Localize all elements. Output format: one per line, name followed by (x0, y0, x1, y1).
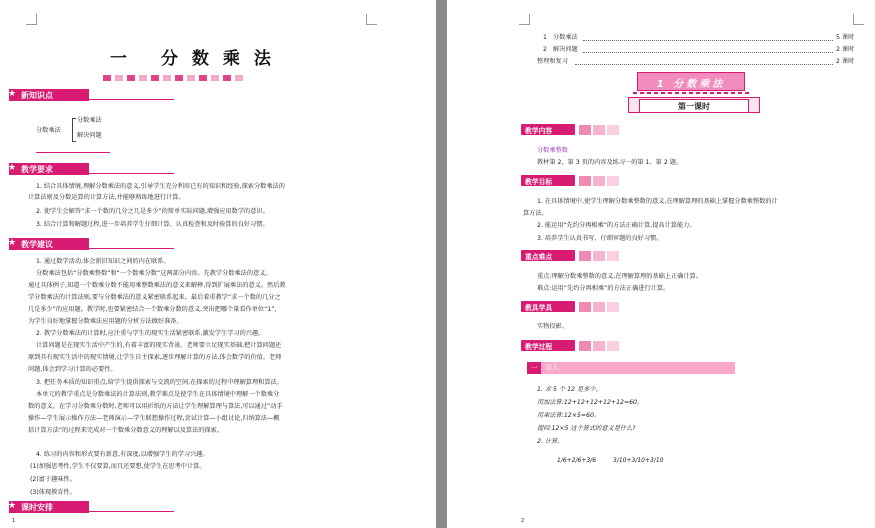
sugg-line: (1)加强思考性,学生不仅要算,而且还要想,使学生在思考中计算。 (30, 463, 206, 470)
process-line: 2. 计算。 (537, 438, 564, 445)
sugg-line: 数的意义。在学习分数乘分数时,老师可以用折纸的方法让学生理解算理与算法,可以通过“动手 (28, 403, 283, 410)
toc-num: 1 (543, 34, 547, 41)
sugg-line: 本单元的教学重点是分数乘法的计算法则,教学难点是使学生在具体情境中理解一个数乘分 (36, 391, 280, 398)
section-suggestions: ★ 教学建议 (9, 238, 174, 250)
toc-name: 整理和复习 (537, 58, 568, 65)
toc-name: 解决问题 (553, 46, 578, 53)
section-requirements: ★ 教学要求 (9, 163, 174, 175)
process-line: 1. 求 5 个 12 是多少。 (537, 386, 602, 393)
toc-num: 2 (543, 46, 547, 53)
lesson-box: 第一课时 (628, 97, 760, 113)
star-icon: ★ (8, 501, 17, 511)
sugg-line: 原到具有现实生活中的现实情境,让学生自主探索,逐步理解计算的方法,体会数学的价值。老师 (28, 354, 282, 361)
section-schedule: ★ 课时安排 (9, 501, 174, 513)
sugg-line: 计算问题是在现实生活中产生的,有着丰富的现实背景。老师要立足现实基础,把计算问题还 (36, 342, 282, 349)
sugg-line: 分数乘法包括“分数乘整数”和“一个数乘分数”这两部分内容。先教学分数乘法的意义, (36, 270, 268, 277)
sugg-line: 问题,体会到学习计算的必要性。 (28, 366, 117, 373)
tree-root: 分数乘法 (36, 127, 61, 134)
tools-text: 实物投影。 (537, 323, 568, 330)
crop-mark (519, 14, 530, 25)
sugg-line: 操作—学生展示操作方法—老师演示—学生联想操作过程,尝试计算—小组讨论,归纳算法—概 (28, 415, 280, 422)
page-number: 1 (12, 518, 16, 524)
toc-leader (575, 64, 833, 65)
crop-mark (853, 14, 864, 25)
left-page (0, 0, 436, 528)
toc-name: 分数乘法 (553, 34, 578, 41)
chapter-title: 一 分数乘法 (110, 49, 285, 69)
sugg-line: 1. 通过数学活动,体会新旧知识之间的内在联系。 (36, 258, 170, 265)
page-number: 2 (521, 518, 525, 524)
goal-line: 3. 培养学生认真书写、仔细审题的良好习惯。 (537, 235, 663, 242)
star-icon: ★ (8, 238, 17, 248)
keypoint-line: 重点:理解分数乘整数的意义,在理解算理的基础上正确计算。 (537, 273, 702, 280)
sugg-line: 学分数乘法的计算法则,要与分数乘法的意义紧密联系起来。最后着重教学“求一个数的几分之 (28, 294, 281, 301)
goal-line: 2. 能运用“先约分再相乘”的方法正确计算,提高计算能力。 (537, 222, 696, 229)
tree-brace (72, 118, 76, 142)
sugg-line: 通过具体例子,知道一个数乘分数不能用乘整数乘法的意义来解释,得到扩展乘法的意义。然后教 (28, 282, 286, 289)
req-line: 3. 结合计算和解题过程,进一步培养学生仔细计算、认真检查和及时验算的良好习惯。 (36, 221, 269, 228)
process-line: 用加法算:12+12+12+12+12=60。 (537, 399, 644, 406)
toc-leader (583, 52, 833, 53)
sugg-line: 括计算方法”的过程来完成对一个数乘分数意义的理解以及算法的探索。 (28, 427, 224, 434)
process-line: 提问:12×5 这个算式的意义是什么? (537, 425, 636, 432)
unit-banner: 1 分数乘法 (637, 72, 745, 91)
section-new-knowledge: ★ 新知识点 (9, 89, 174, 101)
right-page: 1 分数乘法 5 课时 2 解决问题 2 课时 整理和复习 2 课时 1 分数乘法 第一课时 教学内容 分数乘整数 教材第 2、第 3 页的内容及练习一的第 1、第 2 题。 教学目标 1. 在具体情境中,使学生理解分数乘整数的意义,在理解算理的基础上掌握分数乘整数的计 算方法。 2. 能运用“先约分再相乘”的方法正确计算,提高计算能力。 3. 培养学生认真书写、仔细审题的良好习惯。 重点难点 重点:理解分数乘整数的意义,在理解算理的基础上正确计算。 难点:运用“先约分再相乘”的方法正确进行计算。 教具学具 实物投影。 教学过程 一 导入 1. 求 5 个 12 是多少。 用加法算:12+12+12+12+12=60。 用乘法算:12×5=60。 提问:12×5 这个算式的意义是什么? 2. 计算。 1/6+2/6+3/6 3/10+3/10+3/10 2 (447, 0, 875, 528)
sugg-line: 4. 练习的内容和形式要有新意,有深度,以增强学生的学习兴趣。 (36, 451, 209, 458)
sugg-line: 3. 把任务本质的知识重点,给学生提供探索与交流的空间,在探索的过程中理解算理和算法。 (36, 379, 283, 386)
divider (36, 152, 110, 153)
intro-header: 一 导入 (527, 362, 609, 374)
crop-mark (26, 14, 37, 25)
fraction-expression: 3/10+3/10+3/10 (613, 457, 664, 464)
content-text: 教材第 2、第 3 页的内容及练习一的第 1、第 2 题。 (537, 159, 683, 166)
sugg-line: (2)富于趣味性。 (30, 476, 76, 483)
banner-underline (633, 92, 749, 94)
star-icon: ★ (8, 163, 17, 173)
crop-mark (366, 14, 377, 25)
content-title: 分数乘整数 (537, 147, 568, 154)
keypoint-line: 难点:运用“先约分再相乘”的方法正确进行计算。 (537, 285, 670, 292)
page-gutter (436, 0, 447, 528)
fraction-expression: 1/6+2/6+3/6 (557, 457, 597, 464)
toc-hours: 2 课时 (836, 46, 855, 53)
title-decoration (103, 66, 263, 73)
sugg-line: 为学生良好地掌握分数乘法应用题的分析方法做好准备。 (28, 318, 183, 325)
goal-line: 1. 在具体情境中,使学生理解分数乘整数的意义,在理解算理的基础上掌握分数乘整数的计 (537, 198, 778, 205)
req-line: 2. 使学生会解答“求一个数的几分之几是多少”的简单实际问题,增强应用数学的意识。 (36, 208, 269, 215)
sugg-line: 几是多少”的应用题。教学时,也要紧密结合一个数乘分数的意义,突出把哪个量看作单位“1”, (28, 306, 277, 313)
star-icon: ★ (8, 89, 17, 99)
req-line: 1. 结合具体情境,理解分数乘法的意义,引导学生充分利用已有的知识和经验,探索分数乘法的 (36, 183, 285, 190)
req-line: 计算法则及分数运算的计算方法,并能够熟练地进行计算。 (28, 194, 185, 201)
goal-line: 算方法。 (523, 210, 548, 217)
sugg-line: (3)体现教育性。 (30, 489, 76, 496)
toc-hours: 2 课时 (836, 58, 855, 65)
toc-hours: 5 课时 (836, 34, 855, 41)
tree-branch-1: 分数乘法 (77, 117, 102, 124)
sugg-line: 2. 教学分数乘法的计算时,应注重与学生的现实生活紧密联系,激发学生学习的兴趣。 (36, 330, 265, 337)
tree-branch-2: 解决问题 (77, 132, 102, 139)
process-line: 用乘法算:12×5=60。 (537, 412, 601, 419)
toc-leader (583, 40, 833, 41)
